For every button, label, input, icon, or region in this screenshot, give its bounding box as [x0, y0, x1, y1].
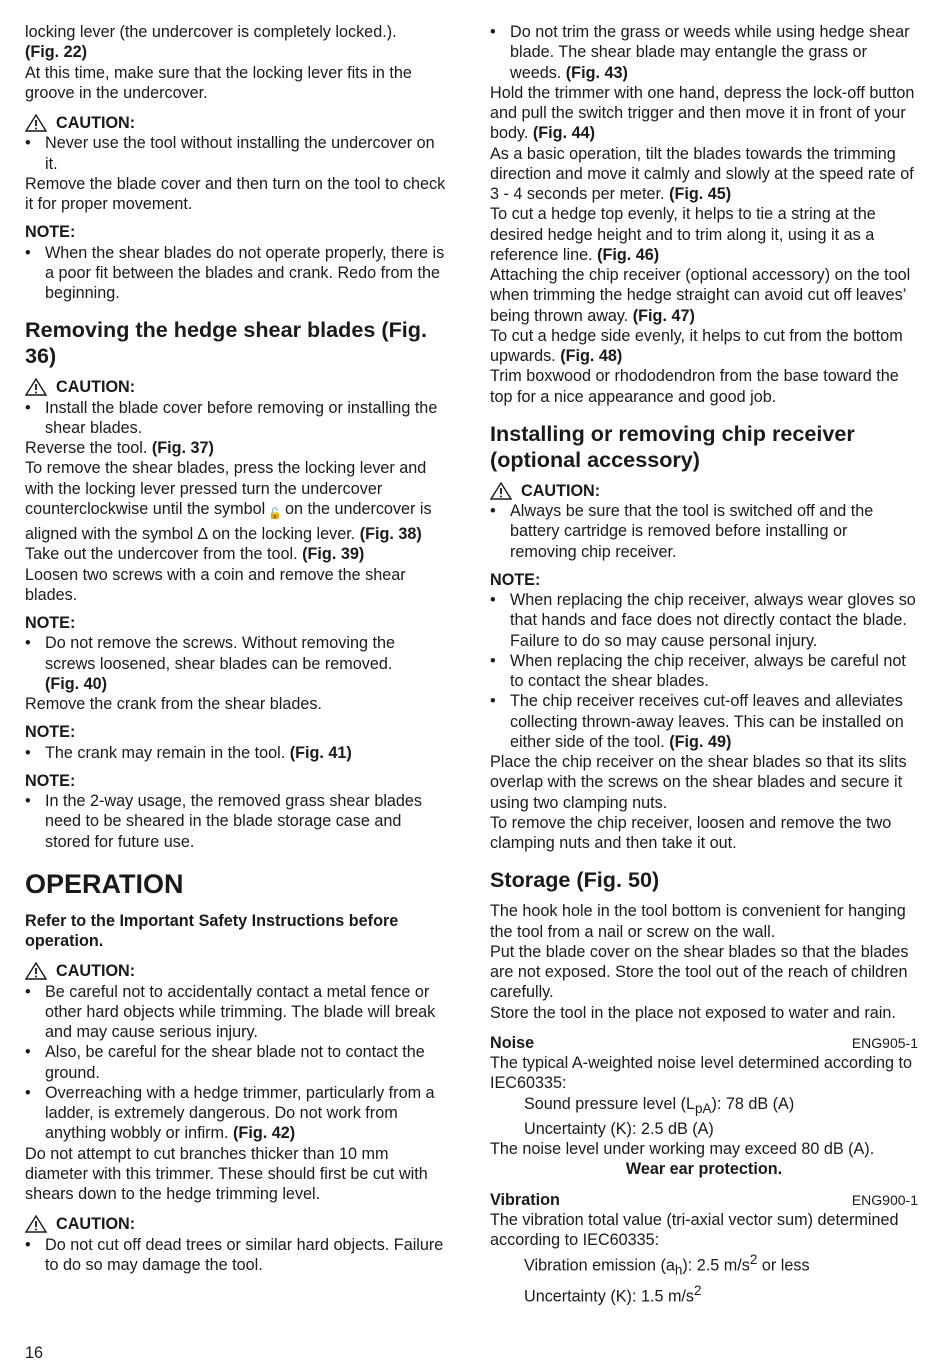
- paragraph: Remove the blade cover and then turn on the tool to check it for proper movement.: [25, 174, 446, 213]
- vibration-code: ENG900-1: [851, 1191, 918, 1208]
- paragraph: The typical A-weighted noise level determined according to IEC60335:: [490, 1054, 913, 1093]
- paragraph: Place the chip receiver on the shear blades so that its slits overlap with the screws on the shear blades and secure it using two clamping nuts.: [490, 753, 907, 812]
- section-heading: Removing the hedge shear blades (Fig. 36): [25, 317, 427, 369]
- bullet-item: • Install the blade cover before removing or installing the shear blades.: [25, 398, 449, 439]
- paragraph: The noise level under working may exceed 80 dB (A).: [490, 1140, 875, 1159]
- bullet-item: • Do not cut off dead trees or similar hard objects. Failure to do so may damage the tool.: [25, 1235, 449, 1276]
- paragraph: As a basic operation, tilt the blades towards the trimming direction and move it calmly and slowly at the speed rate of 3 - 4 seconds per meter. (Fig. 45): [490, 144, 914, 203]
- safety-reference: Refer to the Important Safety Instructions before operation.: [25, 911, 399, 950]
- left-column: [25, 22, 449, 1275]
- bullet-item: • Be careful not to accidentally contact a metal fence or other hard objects while trimming. The blade will break and may cause serious injury.: [25, 982, 449, 1043]
- paragraph: Take out the undercover from the tool. (Fig. 39): [25, 545, 365, 564]
- caution-heading: CAUTION:: [25, 961, 449, 981]
- paragraph: The vibration total value (tri-axial vector sum) determined according to IEC60335:: [490, 1210, 899, 1250]
- note-heading: NOTE:: [490, 570, 541, 589]
- paragraph: Hold the trimmer with one hand, depress the lock-off button and pull the switch trigger and then move it in front of your body. (Fig. 44): [490, 83, 915, 143]
- warning-icon: [25, 1215, 47, 1233]
- warning-icon: [25, 378, 47, 396]
- paragraph: Put the blade cover on the shear blades so that the blades are not exposed. Store the tool out of the reach of children carefully.: [490, 942, 909, 1002]
- vibration-uncertainty: Uncertainty (K): 1.5 $m/s^2$: [524, 1283, 702, 1306]
- paragraph: Store the tool in the place not exposed to water and rain.: [490, 1003, 896, 1022]
- unlock-symbol-icon: 🔓: [268, 507, 282, 520]
- paragraph: To cut a hedge top evenly, it helps to tie a string at the desired hedge height and to trim along it, using it as a reference line. (Fig. 46): [490, 205, 876, 264]
- paragraph: Attaching the chip receiver (optional accessory) on the tool when trimming the hedge straight can avoid cut off leaves’ being thrown away. (Fig. 47): [490, 266, 911, 325]
- note-heading: NOTE:: [25, 614, 76, 632]
- bullet-item: • The crank may remain in the tool. (Fig. 41): [25, 743, 449, 763]
- caution-heading: CAUTION:: [490, 481, 918, 501]
- paragraph: Trim boxwood or rhododendron from the base toward the top for a nice appearance and good job.: [490, 367, 899, 406]
- bullet-item: • When the shear blades do not operate properly, there is a poor fit between the blades and crank. Redo from the beginning.: [25, 243, 449, 304]
- ear-protection-notice: Wear ear protection.: [625, 1160, 783, 1179]
- warning-icon: [490, 482, 512, 500]
- paragraph: The hook hole in the tool bottom is convenient for hanging the tool from a nail or screw on the wall.: [490, 902, 906, 941]
- note-heading: NOTE:: [25, 223, 76, 242]
- triangle-symbol-icon: ∆: [197, 525, 208, 543]
- paragraph: Remove the crank from the shear blades.: [25, 695, 322, 713]
- caution-heading: CAUTION:: [25, 113, 449, 133]
- section-heading-operation: OPERATION: [25, 868, 184, 899]
- bullet-item: • Overreaching with a hedge trimmer, particularly from a ladder, is extremely dangerous. Do not work from anything wobbly or infirm. (Fig. 42): [25, 1083, 449, 1144]
- section-heading: Installing or removing chip receiver (optional accessory): [490, 420, 855, 472]
- paragraph: To cut a hedge side evenly, it helps to cut from the bottom upwards. (Fig. 48): [490, 326, 903, 365]
- caution-heading: CAUTION:: [25, 1214, 449, 1234]
- noise-heading: Noise ENG905-1: [490, 1033, 918, 1052]
- paragraph: Loosen two screws with a coin and remove the shear blades.: [25, 565, 406, 604]
- paragraph: Reverse the tool. (Fig. 37): [25, 439, 214, 457]
- noise-code: ENG905-1: [851, 1034, 918, 1051]
- paragraph: Do not attempt to cut branches thicker than 10 mm diameter with this trimmer. These should first be cut with shears down to the hedge trimming level.: [25, 1144, 428, 1203]
- page-number: 16: [25, 1344, 44, 1362]
- bullet-item: • The chip receiver receives cut-off leaves and alleviates collecting thrown-away leaves. This can be installed on either side of the tool. (Fig. 49): [490, 691, 918, 752]
- warning-icon: [25, 114, 47, 132]
- bullet-item: • Do not trim the grass or weeds while using hedge shear blade. The shear blade may entangle the grass or weeds. (Fig. 43): [490, 22, 918, 83]
- section-heading: Storage (Fig. 50): [490, 867, 660, 893]
- paragraph: To remove the shear blades, press the locking lever and with the locking lever pressed turn the undercover counterclockwise until the symbol 🔓 on the undercover is aligned with the symbol ∆ on the locking lever. (Fig. 38): [25, 459, 432, 543]
- vibration-heading: Vibration ENG900-1: [490, 1190, 918, 1209]
- bullet-item: • Also, be careful for the shear blade not to contact the ground.: [25, 1042, 449, 1083]
- bullet-item: • In the 2-way usage, the removed grass shear blades need to be sheared in the blade storage case and stored for future use.: [25, 791, 449, 852]
- warning-icon: [25, 962, 47, 980]
- vibration-emission: Vibration emission $(a_h)$: 2.5 $m/s^2$ or less: [524, 1252, 810, 1279]
- bullet-item: • Never use the tool without installing the undercover on it.: [25, 133, 449, 174]
- bullet-item: • When replacing the chip receiver, always wear gloves so that hands and face does not directly contact the blade. Failure to do so may cause personal injury.: [490, 590, 918, 651]
- note-heading: NOTE:: [25, 723, 76, 742]
- bullet-item: • When replacing the chip receiver, always be careful not to contact the shear blades.: [490, 651, 918, 692]
- bullet-item: • Do not remove the screws. Without removing the screws loosened, shear blades can be removed. (Fig. 40): [25, 633, 449, 694]
- caution-heading: CAUTION:: [25, 377, 449, 397]
- paragraph: locking lever (the undercover is completely locked.). (Fig. 22): [25, 23, 397, 62]
- note-heading: NOTE:: [25, 771, 76, 790]
- paragraph: To remove the chip receiver, loosen and remove the two clamping nuts and then take it out.: [490, 813, 892, 852]
- bullet-item: • Always be sure that the tool is switched off and the battery cartridge is removed before installing or removing chip receiver.: [490, 501, 918, 562]
- paragraph: At this time, make sure that the locking lever fits in the groove in the undercover.: [25, 63, 412, 102]
- sound-pressure-level: Sound pressure level $(L_{pA})$: 78 dB (A): [524, 1094, 795, 1116]
- right-column: [490, 22, 918, 1307]
- noise-uncertainty: Uncertainty (K): 2.5 dB (A): [524, 1119, 714, 1138]
